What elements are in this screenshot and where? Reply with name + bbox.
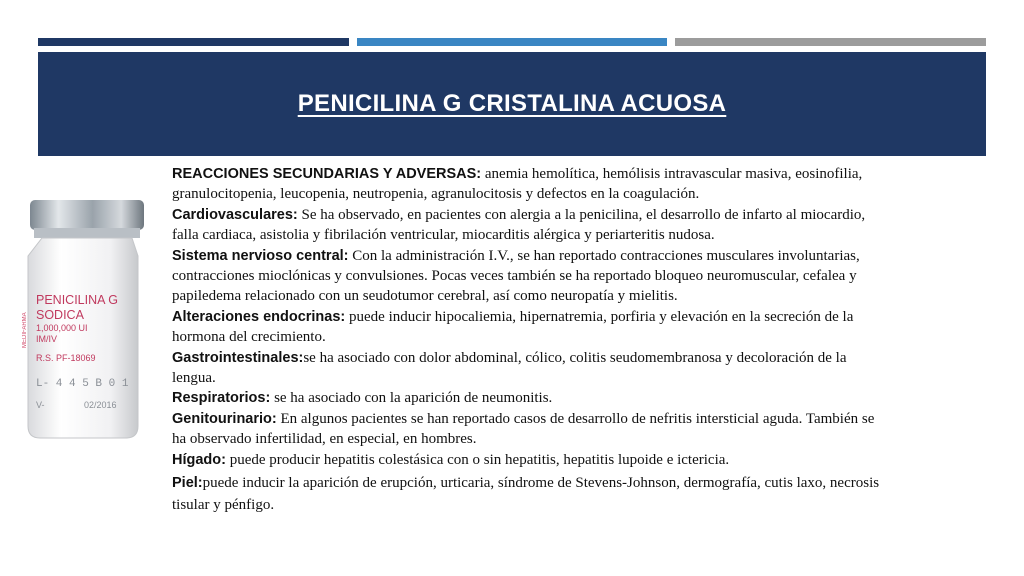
section-cardiovasculares [172, 205, 892, 246]
section-heading: Cardiovasculares: [172, 206, 298, 223]
vial-cap [30, 200, 144, 230]
section-heading: Sistema nervioso central: [172, 247, 349, 264]
section-gastrointestinales [172, 348, 892, 389]
accent-bar-blue [357, 38, 667, 46]
adverse-reactions-text [172, 164, 892, 516]
title-banner [38, 52, 986, 156]
section-heading: Gastrointestinales: [172, 349, 304, 366]
vial-label-line2: SODICA [36, 308, 84, 322]
section-text: puede producir hepatitis colestásica con o sin hepatitis, hepatitis lupoide e ictericia. [225, 451, 730, 468]
vial-side-text: MEDIFARMA [22, 312, 28, 348]
section-text: En algunos pacientes se han reportado casos de desarrollo de nefritis intersticial aguda. También se ha observado infertilidad, en especial, en hombres. [172, 410, 875, 448]
section-text: se ha asociado con dolor abdominal, cólico, colitis seudomembranosa y decoloración de la lengua. [172, 349, 847, 387]
section-text: puede inducir hipocaliemia, hipernatremia, porfiria y elevación en la secreción de la hormona del crecimiento. [172, 308, 854, 346]
section-text: Con la administración I.V., se han reportado contracciones musculares involuntarias, contracciones mioclónicas y convulsiones. Pocas veces también se ha reportado bloqueo neuromuscular, cefalea y papiledema relacionado con un seudotumor cerebral, así como neuropatía y mielitis. [172, 247, 860, 305]
section-endocrinas [172, 307, 892, 348]
section-text: Se ha observado, en pacientes con alergia a la penicilina, el desarrollo de infarto al miocardio, falla cardiaca, asistolia y fibrilación ventricular, miocarditis alérgica y periarteritis nudosa. [172, 206, 866, 244]
section-heading: Respiratorios: [172, 390, 271, 407]
accent-bar-navy [38, 38, 349, 46]
section-heading: Genitourinario: [172, 410, 277, 427]
section-snc [172, 246, 892, 307]
section-piel [172, 472, 892, 516]
slide-title: PENICILINA G CRISTALINA ACUOSA [297, 90, 727, 117]
vial-lot-number: L- 4 4 5 B 0 1 [36, 378, 129, 390]
section-text: anemia hemolítica, hemólisis intravascular masiva, eosinofilia, granulocitopenia, leucopenia, neutropenia, agranulocitosis y defectos en la coagulación. [172, 166, 863, 203]
section-heading: Piel: [172, 475, 203, 492]
section-text: puede inducir la aparición de erupción, urticaria, síndrome de Stevens-Johnson, dermografía, cutis laxo, necrosis tisular y pénfigo. [172, 475, 880, 514]
accent-bar-gray [675, 38, 986, 46]
vial-label-line1: PENICILINA G [36, 293, 118, 307]
section-reacciones [172, 164, 892, 205]
section-respiratorios [172, 388, 892, 408]
vial-exp-prefix: V- [36, 400, 45, 410]
section-heading: Alteraciones endocrinas: [172, 308, 346, 325]
vial-label-line4: IM/IV [36, 334, 58, 344]
vial-label-line3: 1,000,000 UI [36, 323, 88, 333]
section-heading: REACCIONES SECUNDARIAS Y ADVERSAS: [172, 166, 482, 182]
section-text: se ha asociado con la aparición de neumonitis. [270, 390, 553, 407]
section-heading: Hígado: [172, 451, 226, 468]
penicillin-vial-image [22, 198, 154, 442]
vial-exp-date: 02/2016 [84, 400, 117, 410]
section-higado [172, 450, 892, 470]
vial-label-line5: R.S. PF-18069 [36, 353, 96, 363]
section-genitourinario [172, 409, 892, 450]
